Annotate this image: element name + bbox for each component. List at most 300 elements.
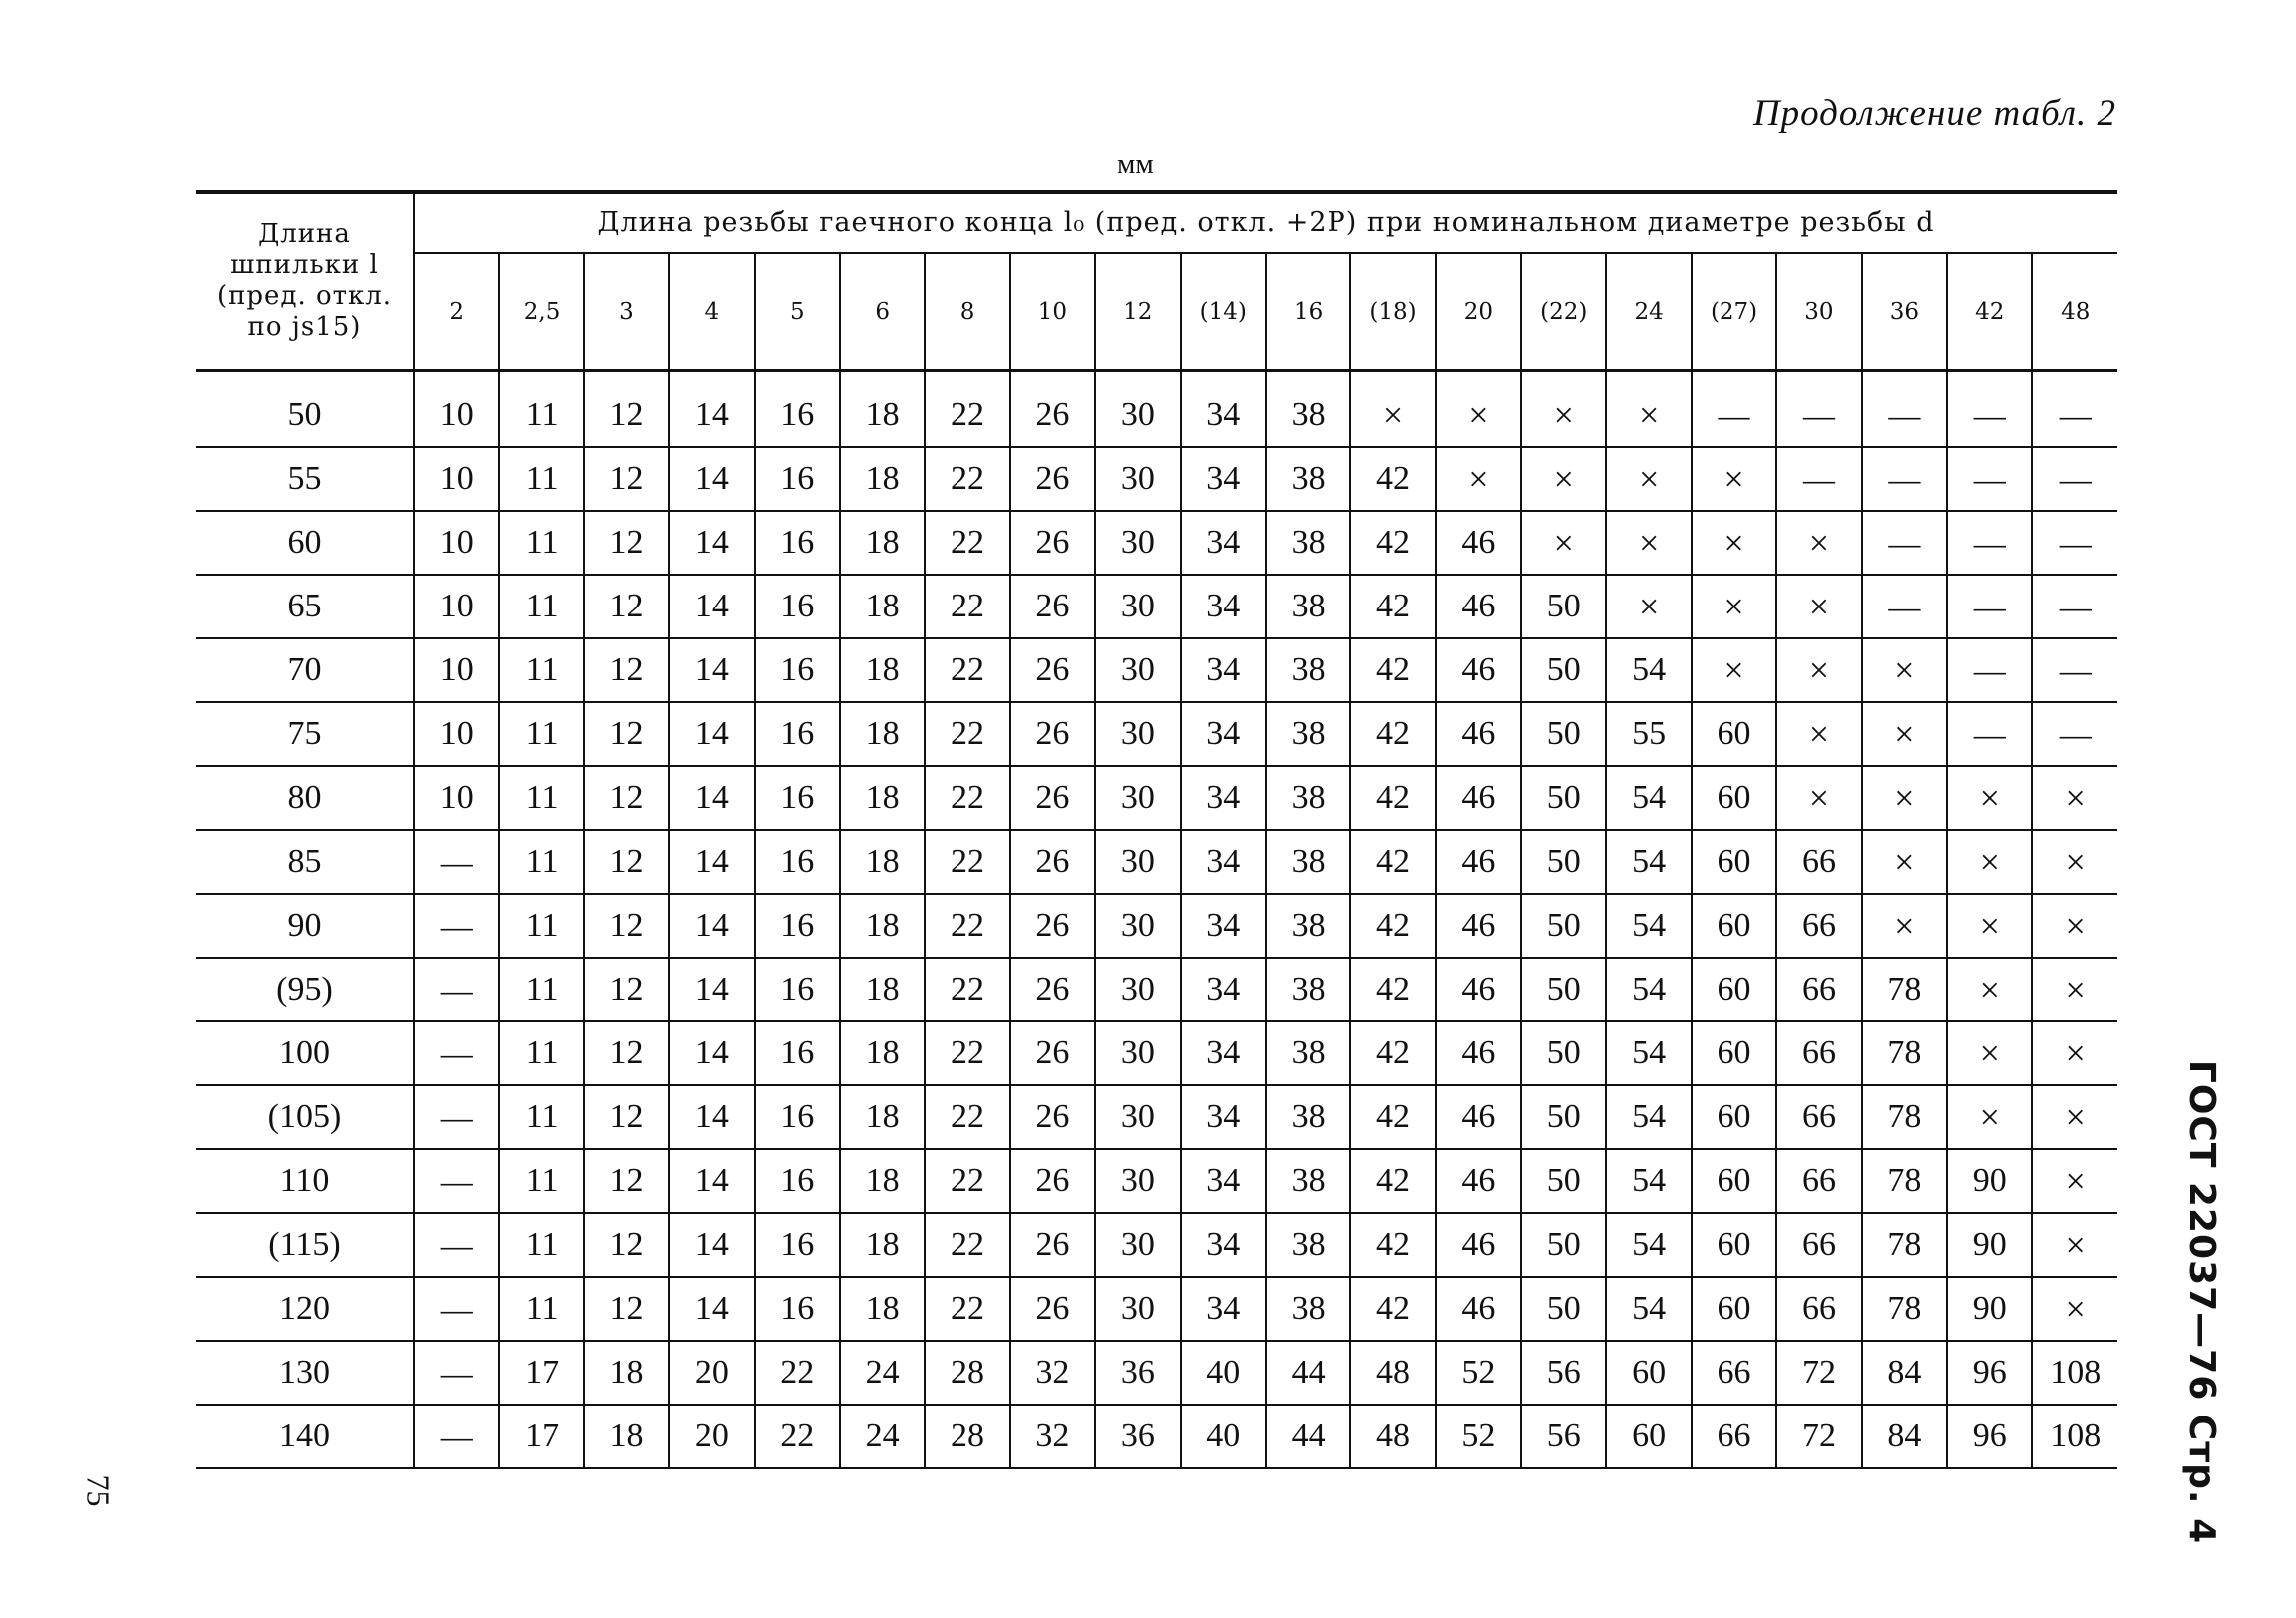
thread-length-cell: ×: [2032, 1277, 2117, 1341]
thread-length-cell: 10: [414, 447, 499, 511]
thread-length-cell: 26: [1010, 702, 1095, 766]
thread-length-cell: 10: [414, 702, 499, 766]
thread-length-cell: 12: [584, 575, 669, 638]
thread-length-cell: 22: [925, 1277, 1009, 1341]
thread-length-cell: 14: [669, 511, 754, 575]
thread-length-cell: ×: [1692, 447, 1776, 511]
thread-length-cell: 18: [840, 1085, 925, 1149]
thread-length-cell: —: [1947, 447, 2032, 511]
thread-length-cell: 78: [1862, 1021, 1947, 1085]
thread-length-cell: 22: [755, 1405, 840, 1468]
stud-length-cell: (105): [196, 1085, 414, 1149]
thread-length-cell: 11: [499, 638, 583, 702]
thread-length-cell: 46: [1436, 638, 1521, 702]
thread-length-cell: 42: [1350, 702, 1435, 766]
thread-length-cell: —: [414, 1341, 499, 1405]
thread-length-cell: —: [1862, 447, 1947, 511]
thread-length-cell: 30: [1095, 1213, 1180, 1277]
thread-length-cell: 18: [840, 1277, 925, 1341]
thread-length-cell: 46: [1436, 830, 1521, 894]
thread-length-cell: —: [2032, 447, 2117, 511]
diameter-header: 16: [1266, 253, 1350, 370]
thread-length-cell: 30: [1095, 766, 1180, 830]
thread-length-cell: 48: [1350, 1341, 1435, 1405]
thread-length-cell: 50: [1521, 575, 1606, 638]
thread-length-cell: 10: [414, 511, 499, 575]
thread-length-cell: 12: [584, 702, 669, 766]
thread-length-cell: 16: [755, 702, 840, 766]
thread-length-cell: 46: [1436, 1149, 1521, 1213]
thread-length-cell: 50: [1521, 958, 1606, 1021]
thread-length-cell: ×: [1350, 371, 1435, 448]
thread-length-cell: 32: [1010, 1405, 1095, 1468]
thread-length-cell: 30: [1095, 830, 1180, 894]
thread-length-cell: ×: [1947, 1085, 2032, 1149]
thread-length-cell: 34: [1181, 447, 1266, 511]
diameter-header: 2: [414, 253, 499, 370]
thread-length-cell: 66: [1776, 1149, 1861, 1213]
thread-length-cell: 96: [1947, 1405, 2032, 1468]
thread-length-cell: ×: [1606, 511, 1691, 575]
diameter-header: (14): [1181, 253, 1266, 370]
thread-length-cell: 38: [1266, 1213, 1350, 1277]
thread-length-cell: 20: [669, 1341, 754, 1405]
thread-length-cell: —: [2032, 575, 2117, 638]
thread-length-cell: 12: [584, 894, 669, 958]
thread-length-cell: ×: [1862, 702, 1947, 766]
thread-length-cell: 30: [1095, 575, 1180, 638]
thread-length-cell: —: [414, 958, 499, 1021]
thread-length-cell: 50: [1521, 1277, 1606, 1341]
thread-length-cell: 16: [755, 830, 840, 894]
thread-length-cell: 46: [1436, 1021, 1521, 1085]
thread-length-cell: 36: [1095, 1341, 1180, 1405]
thread-length-cell: —: [1776, 447, 1861, 511]
stud-length-cell: 140: [196, 1405, 414, 1468]
stud-length-cell: 120: [196, 1277, 414, 1341]
table-row: [196, 371, 2117, 448]
thread-length-cell: ×: [1776, 702, 1861, 766]
diameter-header: 42: [1947, 253, 2032, 370]
thread-length-cell: 30: [1095, 1021, 1180, 1085]
thread-length-cell: 60: [1692, 1021, 1776, 1085]
thread-length-cell: 34: [1181, 958, 1266, 1021]
thread-length-cell: 24: [840, 1405, 925, 1468]
thread-length-cell: 50: [1521, 830, 1606, 894]
thread-length-cell: 50: [1521, 1149, 1606, 1213]
standard-designation: [2176, 1059, 2228, 1544]
thread-length-cell: 11: [499, 958, 583, 1021]
thread-length-cell: 30: [1095, 371, 1180, 448]
thread-length-cell: 38: [1266, 702, 1350, 766]
thread-length-cell: 16: [755, 511, 840, 575]
thread-length-cell: 60: [1692, 894, 1776, 958]
thread-length-cell: 14: [669, 894, 754, 958]
thread-length-cell: 38: [1266, 1021, 1350, 1085]
thread-length-cell: 56: [1521, 1405, 1606, 1468]
thread-length-cell: 30: [1095, 1149, 1180, 1213]
thread-length-cell: 14: [669, 1277, 754, 1341]
thread-length-cell: 30: [1095, 1277, 1180, 1341]
diameter-header: 20: [1436, 253, 1521, 370]
thread-length-cell: 44: [1266, 1341, 1350, 1405]
stud-length-cell: 65: [196, 575, 414, 638]
thread-length-cell: 12: [584, 958, 669, 1021]
thread-length-cell: 11: [499, 702, 583, 766]
thread-length-cell: ×: [1862, 638, 1947, 702]
thread-length-cell: —: [1862, 511, 1947, 575]
thread-length-cell: 42: [1350, 958, 1435, 1021]
thread-length-cell: 11: [499, 575, 583, 638]
thread-length-cell: 11: [499, 371, 583, 448]
thread-length-cell: 12: [584, 1213, 669, 1277]
table-row: [196, 1277, 2117, 1341]
thread-length-cell: 78: [1862, 958, 1947, 1021]
thread-length-cell: 16: [755, 766, 840, 830]
thread-length-cell: 78: [1862, 1149, 1947, 1213]
thread-length-cell: —: [1862, 371, 1947, 448]
thread-length-cell: 16: [755, 958, 840, 1021]
diameter-header: 30: [1776, 253, 1861, 370]
table-row: [196, 575, 2117, 638]
row-header-stud-length: [196, 192, 414, 371]
thread-length-cell: 10: [414, 575, 499, 638]
thread-length-cell: 26: [1010, 766, 1095, 830]
thread-length-cell: ×: [1606, 447, 1691, 511]
thread-length-cell: 46: [1436, 575, 1521, 638]
thread-length-cell: 12: [584, 766, 669, 830]
diameter-header: 4: [669, 253, 754, 370]
thread-length-cell: —: [2032, 638, 2117, 702]
table-row: [196, 1021, 2117, 1085]
thread-length-cell: 26: [1010, 511, 1095, 575]
thread-length-cell: 34: [1181, 702, 1266, 766]
thread-length-cell: —: [2032, 702, 2117, 766]
thread-length-cell: 54: [1606, 894, 1691, 958]
thread-length-cell: 16: [755, 447, 840, 511]
thread-length-cell: 11: [499, 894, 583, 958]
thread-length-cell: 24: [840, 1341, 925, 1405]
thread-length-cell: 54: [1606, 1213, 1691, 1277]
thread-length-cell: —: [414, 1277, 499, 1341]
thread-length-cell: 38: [1266, 830, 1350, 894]
diameter-header: 8: [925, 253, 1009, 370]
stud-length-cell: 85: [196, 830, 414, 894]
thread-length-cell: 22: [925, 830, 1009, 894]
diameter-header: (27): [1692, 253, 1776, 370]
thread-length-cell: 52: [1436, 1405, 1521, 1468]
thread-length-cell: 44: [1266, 1405, 1350, 1468]
thread-length-cell: ×: [1521, 447, 1606, 511]
thread-length-cell: 34: [1181, 511, 1266, 575]
thread-length-cell: 14: [669, 766, 754, 830]
thread-length-cell: 52: [1436, 1341, 1521, 1405]
thread-length-cell: 38: [1266, 1277, 1350, 1341]
thread-length-cell: ×: [2032, 1021, 2117, 1085]
thread-length-cell: 11: [499, 1085, 583, 1149]
table-row: [196, 1149, 2117, 1213]
thread-length-cell: 34: [1181, 638, 1266, 702]
thread-length-cell: 16: [755, 1149, 840, 1213]
thread-length-cell: 54: [1606, 1085, 1691, 1149]
table-row: [196, 447, 2117, 511]
thread-length-cell: 34: [1181, 575, 1266, 638]
thread-length-cell: 60: [1692, 1277, 1776, 1341]
thread-length-cell: 46: [1436, 1277, 1521, 1341]
thread-length-cell: 54: [1606, 1021, 1691, 1085]
stud-length-cell: (95): [196, 958, 414, 1021]
thread-length-cell: 17: [499, 1341, 583, 1405]
thread-length-cell: 38: [1266, 1149, 1350, 1213]
thread-length-cell: 11: [499, 1277, 583, 1341]
thread-length-cell: ×: [2032, 1149, 2117, 1213]
table-row: [196, 766, 2117, 830]
thread-length-cell: 18: [840, 766, 925, 830]
stud-length-cell: 60: [196, 511, 414, 575]
thread-length-cell: 26: [1010, 447, 1095, 511]
thread-length-cell: 38: [1266, 638, 1350, 702]
thread-length-cell: 16: [755, 1213, 840, 1277]
thread-length-cell: —: [1862, 575, 1947, 638]
thread-length-cell: 54: [1606, 958, 1691, 1021]
thread-length-cell: 30: [1095, 894, 1180, 958]
stud-length-cell: (115): [196, 1213, 414, 1277]
table-row: [196, 1085, 2117, 1149]
thread-length-cell: 84: [1862, 1341, 1947, 1405]
thread-length-cell: ×: [1436, 371, 1521, 448]
diameter-header: 24: [1606, 253, 1691, 370]
thread-length-cell: 42: [1350, 1149, 1435, 1213]
stud-length-cell: 80: [196, 766, 414, 830]
thread-length-cell: 30: [1095, 447, 1180, 511]
thread-length-cell: 11: [499, 1021, 583, 1085]
stud-length-cell: 70: [196, 638, 414, 702]
thread-length-cell: 30: [1095, 511, 1180, 575]
thread-length-cell: 18: [840, 1213, 925, 1277]
thread-length-cell: —: [1947, 575, 2032, 638]
thread-length-cell: ×: [1521, 511, 1606, 575]
thread-length-cell: —: [414, 830, 499, 894]
thread-length-cell: —: [414, 1213, 499, 1277]
thread-length-cell: 50: [1521, 766, 1606, 830]
thread-length-cell: 22: [925, 702, 1009, 766]
thread-length-cell: 46: [1436, 1085, 1521, 1149]
thread-length-cell: 38: [1266, 575, 1350, 638]
diameter-header: 2,5: [499, 253, 583, 370]
table-row: [196, 1405, 2117, 1468]
thread-length-cell: 90: [1947, 1277, 2032, 1341]
thread-length-cell: 46: [1436, 511, 1521, 575]
thread-length-cell: 12: [584, 830, 669, 894]
stud-length-cell: 130: [196, 1341, 414, 1405]
thread-length-cell: ×: [2032, 894, 2117, 958]
thread-length-cell: ×: [2032, 1085, 2117, 1149]
thread-length-cell: 60: [1692, 830, 1776, 894]
thread-length-cell: 34: [1181, 766, 1266, 830]
thread-length-cell: —: [1947, 371, 2032, 448]
thread-length-cell: 12: [584, 1021, 669, 1085]
thread-length-cell: 42: [1350, 766, 1435, 830]
thread-length-cell: 38: [1266, 511, 1350, 575]
thread-length-cell: 16: [755, 638, 840, 702]
thread-length-cell: ×: [1692, 638, 1776, 702]
thread-length-cell: 14: [669, 1085, 754, 1149]
stud-length-cell: 110: [196, 1149, 414, 1213]
thread-length-cell: —: [414, 1149, 499, 1213]
thread-length-cell: 10: [414, 766, 499, 830]
row-header-line-1: Длина шпильки l: [230, 219, 379, 280]
thread-length-cell: 72: [1776, 1405, 1861, 1468]
thread-length-cell: 66: [1776, 1213, 1861, 1277]
thread-length-cell: 84: [1862, 1405, 1947, 1468]
unit-label: мм: [1117, 148, 1154, 180]
thread-length-cell: ×: [2032, 958, 2117, 1021]
thread-length-cell: —: [1947, 702, 2032, 766]
thread-length-cell: 18: [840, 447, 925, 511]
thread-length-cell: 18: [840, 575, 925, 638]
table-row: [196, 511, 2117, 575]
thread-length-cell: 42: [1350, 638, 1435, 702]
thread-length-cell: 16: [755, 371, 840, 448]
thread-length-cell: —: [414, 1405, 499, 1468]
thread-length-cell: 90: [1947, 1149, 2032, 1213]
thread-length-cell: 50: [1521, 894, 1606, 958]
thread-length-cell: ×: [1521, 371, 1606, 448]
thread-length-cell: 17: [499, 1405, 583, 1468]
thread-length-cell: 60: [1692, 1213, 1776, 1277]
thread-length-cell: 34: [1181, 1021, 1266, 1085]
thread-length-cell: ×: [1947, 958, 2032, 1021]
thread-length-cell: 16: [755, 1085, 840, 1149]
thread-length-cell: 12: [584, 447, 669, 511]
thread-length-cell: 14: [669, 371, 754, 448]
thread-length-cell: 78: [1862, 1277, 1947, 1341]
thread-length-cell: 14: [669, 1021, 754, 1085]
thread-length-cell: ×: [1606, 371, 1691, 448]
thread-length-cell: 14: [669, 638, 754, 702]
thread-length-cell: ×: [1947, 1021, 2032, 1085]
thread-length-cell: 26: [1010, 1085, 1095, 1149]
thread-length-cell: —: [1947, 511, 2032, 575]
thread-length-cell: 60: [1692, 1085, 1776, 1149]
thread-length-cell: ×: [1436, 447, 1521, 511]
thread-length-cell: 18: [840, 894, 925, 958]
thread-length-cell: 50: [1521, 1213, 1606, 1277]
thread-length-cell: 26: [1010, 1149, 1095, 1213]
thread-length-cell: 42: [1350, 1085, 1435, 1149]
thread-length-cell: 22: [925, 766, 1009, 830]
thread-length-cell: ×: [1606, 575, 1691, 638]
thread-length-cell: 38: [1266, 371, 1350, 448]
thread-length-cell: 10: [414, 638, 499, 702]
standard-designation-text: ГОСТ 22037—76 Стр. 4: [2181, 1059, 2223, 1544]
thread-length-cell: 30: [1095, 1085, 1180, 1149]
thread-length-cell: 18: [840, 511, 925, 575]
thread-length-cell: 108: [2032, 1405, 2117, 1468]
diameter-header: 48: [2032, 253, 2117, 370]
thread-length-cell: 26: [1010, 894, 1095, 958]
thread-length-cell: 34: [1181, 1085, 1266, 1149]
thread-length-cell: 28: [925, 1341, 1009, 1405]
thread-length-cell: ×: [1692, 511, 1776, 575]
thread-length-cell: 14: [669, 575, 754, 638]
thread-length-cell: 54: [1606, 766, 1691, 830]
thread-length-cell: 22: [925, 575, 1009, 638]
thread-length-cell: 50: [1521, 1085, 1606, 1149]
thread-length-cell: 50: [1521, 702, 1606, 766]
thread-length-cell: 16: [755, 575, 840, 638]
thread-length-cell: 42: [1350, 894, 1435, 958]
thread-length-cell: ×: [1776, 766, 1861, 830]
thread-length-cell: 40: [1181, 1341, 1266, 1405]
diameter-header: (18): [1350, 253, 1435, 370]
stud-thread-length-table: [196, 190, 2117, 1469]
stud-length-cell: 50: [196, 371, 414, 448]
thread-length-cell: 108: [2032, 1341, 2117, 1405]
table-continuation-caption: Продолжение табл. 2: [1752, 93, 2116, 134]
thread-length-cell: 78: [1862, 1085, 1947, 1149]
thread-length-cell: ×: [1862, 766, 1947, 830]
thread-length-cell: 22: [925, 511, 1009, 575]
thread-length-cell: ×: [1947, 830, 2032, 894]
thread-length-cell: —: [1947, 638, 2032, 702]
table-row: [196, 1213, 2117, 1277]
thread-length-cell: 22: [925, 638, 1009, 702]
thread-length-cell: 66: [1776, 1085, 1861, 1149]
thread-length-cell: 14: [669, 447, 754, 511]
diameter-header: (22): [1521, 253, 1606, 370]
thread-length-cell: 32: [1010, 1341, 1095, 1405]
diameter-header: 3: [584, 253, 669, 370]
thread-length-cell: 12: [584, 1277, 669, 1341]
thread-length-cell: 60: [1606, 1341, 1691, 1405]
thread-length-cell: 28: [925, 1405, 1009, 1468]
thread-length-cell: 50: [1521, 1021, 1606, 1085]
thread-length-cell: 38: [1266, 958, 1350, 1021]
thread-length-cell: 34: [1181, 371, 1266, 448]
thread-length-cell: 40: [1181, 1405, 1266, 1468]
thread-length-cell: 96: [1947, 1341, 2032, 1405]
thread-length-cell: 14: [669, 958, 754, 1021]
table-row: [196, 638, 2117, 702]
thread-length-cell: 22: [925, 894, 1009, 958]
thread-length-cell: 14: [669, 1149, 754, 1213]
thread-length-cell: —: [414, 1021, 499, 1085]
thread-length-cell: 30: [1095, 702, 1180, 766]
thread-length-cell: 18: [840, 371, 925, 448]
row-header-line-2: (пред. откл. по js15): [216, 281, 393, 342]
thread-length-cell: 50: [1521, 638, 1606, 702]
thread-length-cell: 22: [925, 447, 1009, 511]
thread-length-cell: 46: [1436, 1213, 1521, 1277]
thread-length-cell: —: [1776, 371, 1861, 448]
thread-length-cell: 38: [1266, 894, 1350, 958]
thread-length-cell: 22: [925, 1085, 1009, 1149]
thread-length-cell: 26: [1010, 1277, 1095, 1341]
diameter-header: 36: [1862, 253, 1947, 370]
table-row: [196, 894, 2117, 958]
thread-length-cell: 38: [1266, 766, 1350, 830]
thread-length-cell: 66: [1776, 894, 1861, 958]
thread-length-cell: 12: [584, 371, 669, 448]
column-group-header: Длина резьбы гаечного конца l₀ (пред. откл. +2P) при номинальном диаметре резьбы d: [414, 192, 2117, 253]
thread-length-cell: ×: [1692, 575, 1776, 638]
thread-length-cell: 60: [1692, 958, 1776, 1021]
diameter-header: 6: [840, 253, 925, 370]
thread-length-cell: 60: [1692, 1149, 1776, 1213]
thread-length-cell: 42: [1350, 830, 1435, 894]
thread-length-cell: 42: [1350, 575, 1435, 638]
